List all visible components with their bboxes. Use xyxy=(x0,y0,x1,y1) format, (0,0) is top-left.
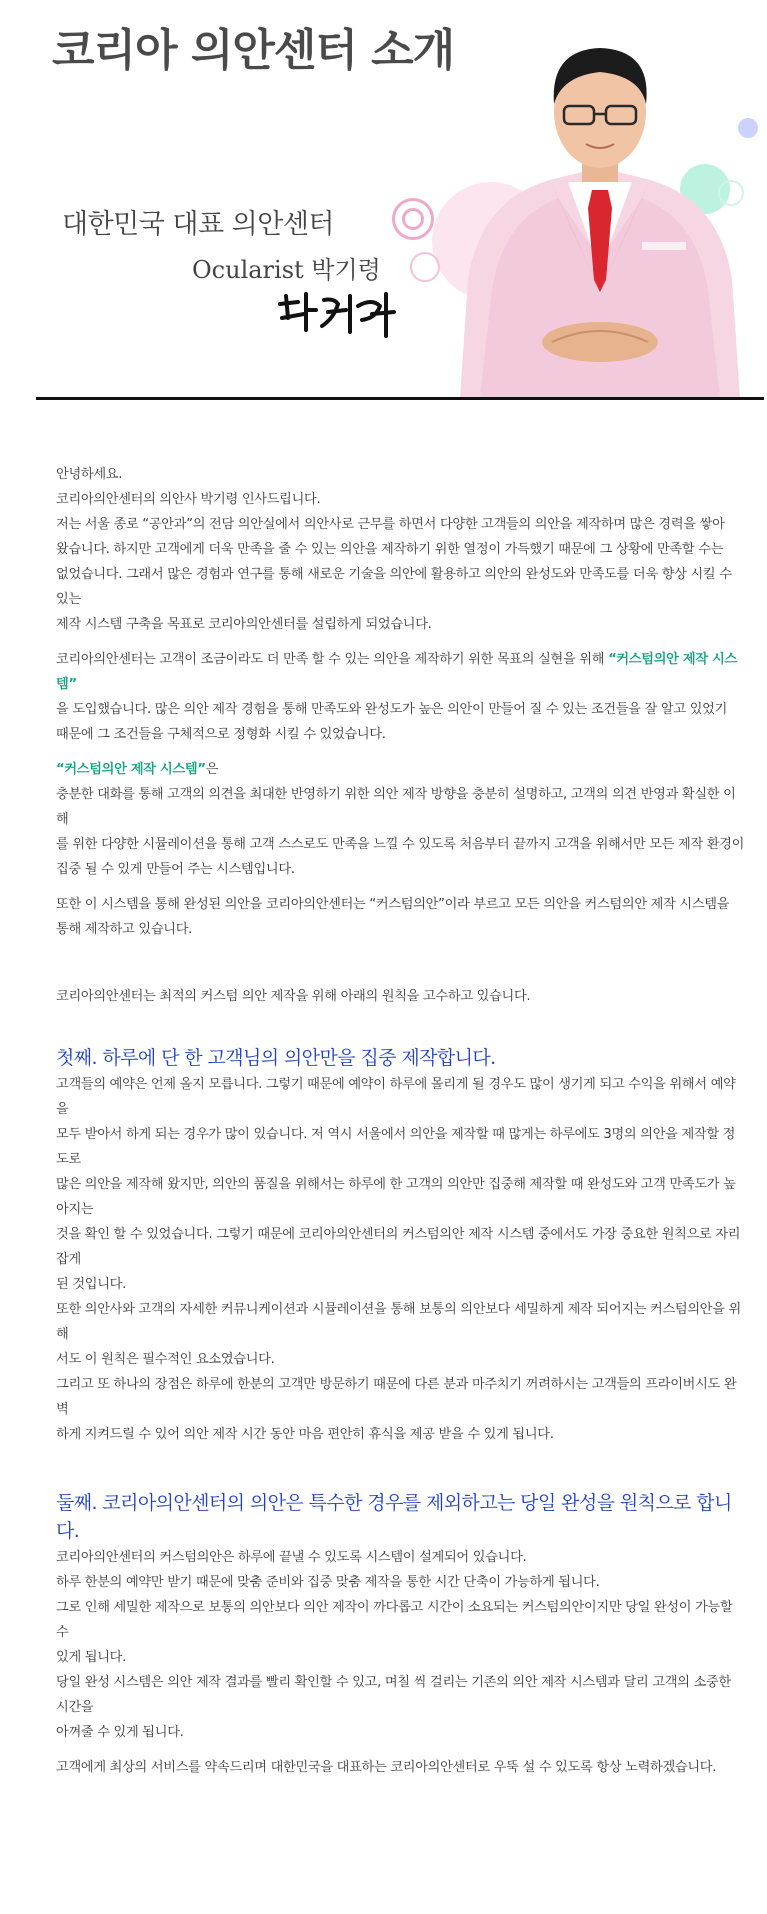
ocularist-name: Ocularist 박기령 xyxy=(192,256,381,284)
text-fragment: 코리아의안센터는 고객이 조금이라도 더 만족 할 수 있는 의안을 제작하기 위한 목표의 실현을 위해 xyxy=(56,652,609,667)
text-line: 서도 이 원칙은 필수적인 요소였습니다. xyxy=(56,1352,275,1367)
greeting-paragraph xyxy=(56,462,746,637)
text-line: 것을 확인 할 수 있었습니다. 그렇기 때문에 코리아의안센터의 커스텀의안 제작 시스템 중에서도 가장 중요한 원칙으로 자리 잡게 xyxy=(56,1227,741,1267)
text-line: 또한 의안사와 고객의 자세한 커뮤니케이션과 시뮬레이션을 통해 보통의 의안보다 세밀하게 제작 되어지는 커스텀의안을 위해 xyxy=(56,1302,741,1342)
text-line: 없었습니다. 그래서 많은 경험과 연구를 통해 새로운 기술을 의안에 활용하고 의안의 완성도와 만족도를 더욱 향상 시킬 수 있는 xyxy=(56,567,732,607)
principle-two-section xyxy=(56,1489,746,1745)
text-line: 코리아의안센터의 커스텀의안은 하루에 끝낼 수 있도록 시스템이 설계되어 있습니다. xyxy=(56,1550,527,1565)
page-title: 코리아 의안센터 소개 xyxy=(52,25,455,76)
text-line: 를 위한 다양한 시뮬레이션을 통해 고객 스스로도 만족을 느낄 수 있도록 처음부터 끝까지 고객을 위해서만 모든 제작 환경이 xyxy=(56,837,745,852)
text-line: 저는 서울 종로 “공안과”의 전담 의안실에서 의안사로 근무를 하면서 다양한 고객들의 의안을 제작하며 많은 경력을 쌓아 xyxy=(56,517,725,532)
text-line: 그리고 또 하나의 장점은 하루에 한분의 고객만 방문하기 때문에 다른 분과 마주치기 꺼려하시는 고객들의 프라이버시도 완벽 xyxy=(56,1377,737,1417)
system-desc-paragraph xyxy=(56,757,746,882)
system-intro-paragraph xyxy=(56,647,746,747)
custom-eye-paragraph xyxy=(56,892,746,942)
text-line: 아껴줄 수 있게 됩니다. xyxy=(56,1725,184,1740)
text-line xyxy=(56,757,746,782)
intro-header xyxy=(0,0,767,410)
signature xyxy=(276,288,406,340)
custom-system-highlight: “커스텀의안 제작 시스템” xyxy=(56,762,206,777)
text-fragment: 은 xyxy=(205,762,219,777)
text-line: 많은 의안을 제작해 왔지만, 의안의 품질을 위해서는 하루에 한 고객의 의안만 집중해 제작할 때 완성도와 고객 만족도가 높아지는 xyxy=(56,1177,736,1217)
text-line: 집중 될 수 있게 만들어 주는 시스템입니다. xyxy=(56,862,295,877)
text-line: 모두 받아서 하게 되는 경우가 많이 있습니다. 저 역시 서울에서 의안을 제작할 때 많게는 하루에도 3명의 의안을 제작할 정도로 xyxy=(56,1127,736,1167)
principles-intro: 코리아의안센터는 최적의 커스텀 의안 제작을 위해 아래의 원칙을 고수하고 있습니다. xyxy=(56,989,531,1004)
deco-concentric-circle-inner xyxy=(402,208,424,230)
text-line: 코리아의안센터의 의안사 박기령 인사드립니다. xyxy=(56,492,321,507)
text-line: 된 것입니다. xyxy=(56,1277,126,1292)
intro-content xyxy=(56,462,746,1780)
text-line: 을 도입했습니다. 많은 의안 제작 경험을 통해 만족도와 완성도가 높은 의안이 만들어 질 수 있는 조건들을 잘 알고 있었기 xyxy=(56,702,728,717)
text-line: 또한 이 시스템을 통해 완성된 의안을 코리아의안센터는 “커스텀의안”이라 부르고 모든 의안을 커스텀의안 제작 시스템을 xyxy=(56,897,730,912)
text-line: 안녕하세요. xyxy=(56,467,123,482)
principle-one-title: 첫째. 하루에 단 한 고객님의 의안만을 집중 제작합니다. xyxy=(56,1047,496,1069)
text-line: 제작 시스템 구축을 목표로 코리아의안센터를 설립하게 되었습니다. xyxy=(56,617,432,632)
text-line: 통해 제작하고 있습니다. xyxy=(56,922,193,937)
closing-statement: 고객에게 최상의 서비스를 약속드리며 대한민국을 대표하는 코리아의안센터로 우뚝 설 수 있도록 항상 노력하겠습니다. xyxy=(56,1760,717,1775)
text-line: 충분한 대화를 통해 고객의 의견을 최대한 반영하기 위한 의안 제작 방향을 충분히 설명하고, 고객의 의견 반영과 확실한 이해 xyxy=(56,787,736,827)
doctor-portrait xyxy=(440,30,760,398)
custom-system-highlight: “커스텀의안 제작 시스템” xyxy=(56,652,737,692)
text-line: 왔습니다. 하지만 고객에게 더욱 만족을 줄 수 있는 의안을 제작하기 위한 열정이 가득했기 때문에 그 상황에 만족할 수는 xyxy=(56,542,724,557)
text-line: 하게 지켜드릴 수 있어 의안 제작 시간 동안 마음 편안히 휴식을 제공 받을 수 있게 됩니다. xyxy=(56,1427,554,1442)
principle-two-title: 둘째. 코리아의안센터의 의안은 특수한 경우를 제외하고는 당일 완성을 원칙으로 합니다. xyxy=(56,1492,732,1542)
header-divider xyxy=(36,397,764,400)
deco-outline-circle xyxy=(410,252,440,282)
text-line: 하루 한분의 예약만 받기 때문에 맞춤 준비와 집중 맞춤 제작을 통한 시간 단축이 가능하게 됩니다. xyxy=(56,1575,600,1590)
text-line: 당일 완성 시스템은 의안 제작 결과를 빨리 확인할 수 있고, 며칠 씩 걸리는 기존의 의안 제작 시스템과 달리 고객의 소중한 시간을 xyxy=(56,1675,731,1715)
text-line: 그로 인해 세밀한 제작으로 보통의 의안보다 의안 제작이 까다롭고 시간이 소요되는 커스텀의안이지만 당일 완성이 가능할 수 xyxy=(56,1600,733,1640)
principle-one-section xyxy=(56,1044,746,1447)
header-subtitle: 대한민국 대표 의안센터 xyxy=(62,209,334,240)
text-line: 고객들의 예약은 언제 올지 모릅니다. 그렇기 때문에 예약이 하루에 몰리게 될 경우도 많이 생기게 되고 수익을 위해서 예약을 xyxy=(56,1077,736,1117)
text-line: 때문에 그 조건들을 구체적으로 정형화 시킬 수 있었습니다. xyxy=(56,727,386,742)
text-line xyxy=(56,647,746,697)
text-line: 있게 됩니다. xyxy=(56,1650,126,1665)
